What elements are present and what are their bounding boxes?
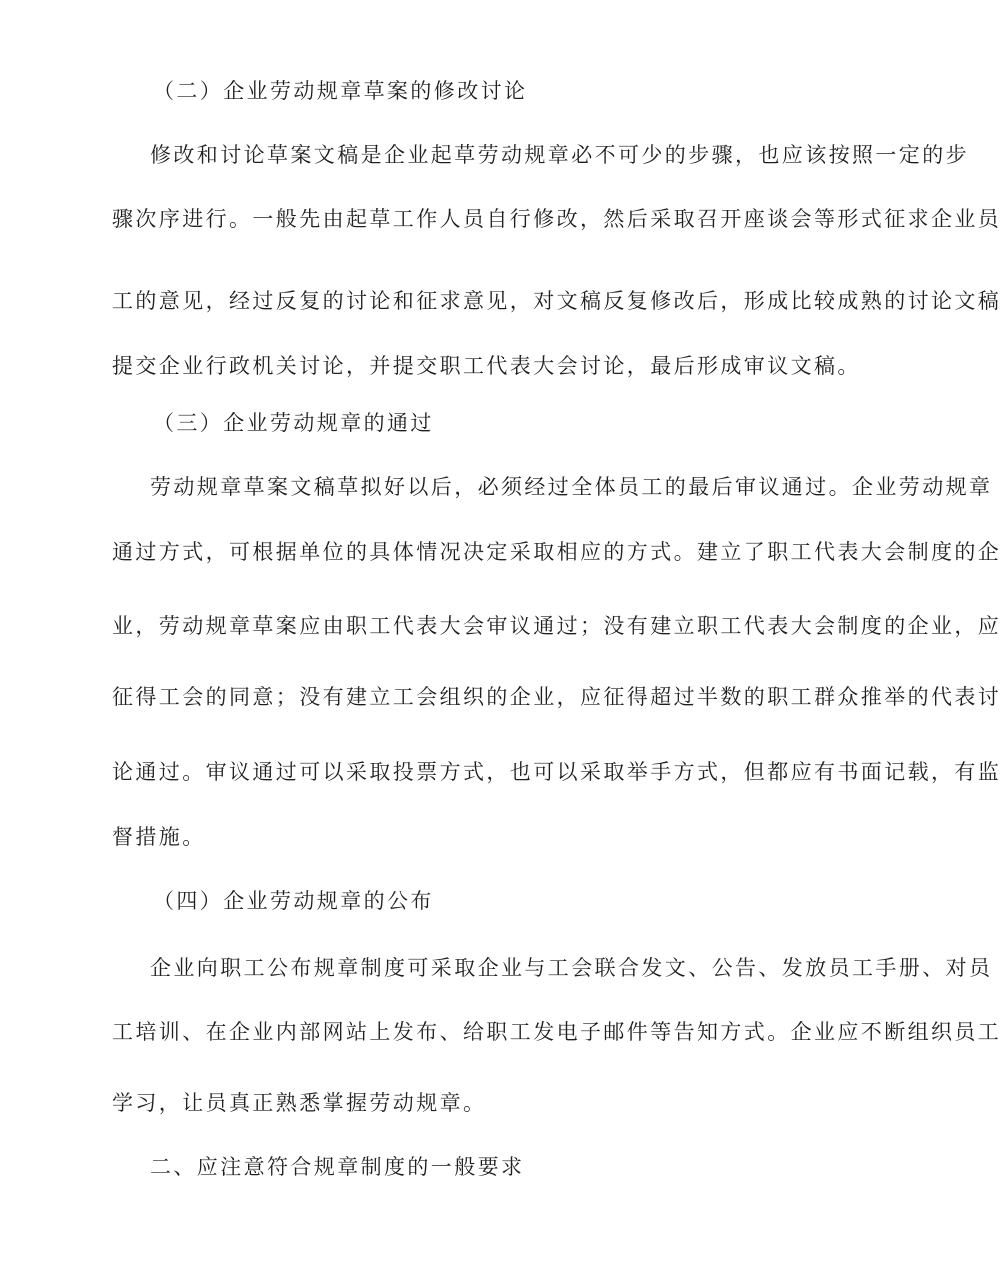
paragraph-line: 督措施。	[112, 825, 206, 849]
section-heading-2: （二）企业劳动规章草案的修改讨论	[153, 79, 528, 103]
paragraph-line: 工的意见，经过反复的讨论和征求意见，对文稿反复修改后，形成比较成熟的讨论文稿	[112, 289, 1001, 313]
paragraph-line: 通过方式，可根据单位的具体情况决定采取相应的方式。建立了职工代表大会制度的企	[112, 540, 1001, 564]
main-heading-2: 二、应注意符合规章制度的一般要求	[150, 1155, 525, 1179]
paragraph-line: 征得工会的同意；没有建立工会组织的企业，应征得超过半数的职工群众推举的代表讨	[112, 685, 1001, 709]
paragraph-line: 工培训、在企业内部网站上发布、给职工发电子邮件等告知方式。企业应不断组织员工	[112, 1020, 1001, 1044]
paragraph-line: 劳动规章草案文稿草拟好以后，必须经过全体员工的最后审议通过。企业劳动规章	[150, 475, 993, 499]
paragraph-line: 企业向职工公布规章制度可采取企业与工会联合发文、公告、发放员工手册、对员	[150, 956, 993, 980]
paragraph-line: 业，劳动规章草案应由职工代表大会审议通过；没有建立职工代表大会制度的企业，应	[112, 614, 1001, 638]
paragraph-line: 论通过。审议通过可以采取投票方式，也可以采取举手方式，但都应有书面记载，有监	[112, 760, 1001, 784]
paragraph-line: 骤次序进行。一般先由起草工作人员自行修改，然后采取召开座谈会等形式征求企业员	[112, 207, 1001, 231]
section-heading-3: （三）企业劳动规章的通过	[153, 411, 434, 435]
paragraph-line: 修改和讨论草案文稿是企业起草劳动规章必不可少的步骤，也应该按照一定的步	[150, 143, 969, 167]
section-heading-4: （四）企业劳动规章的公布	[153, 889, 434, 913]
paragraph-line: 学习，让员真正熟悉掌握劳动规章。	[112, 1091, 487, 1115]
paragraph-line: 提交企业行政机关讨论，并提交职工代表大会讨论，最后形成审议文稿。	[112, 354, 861, 378]
